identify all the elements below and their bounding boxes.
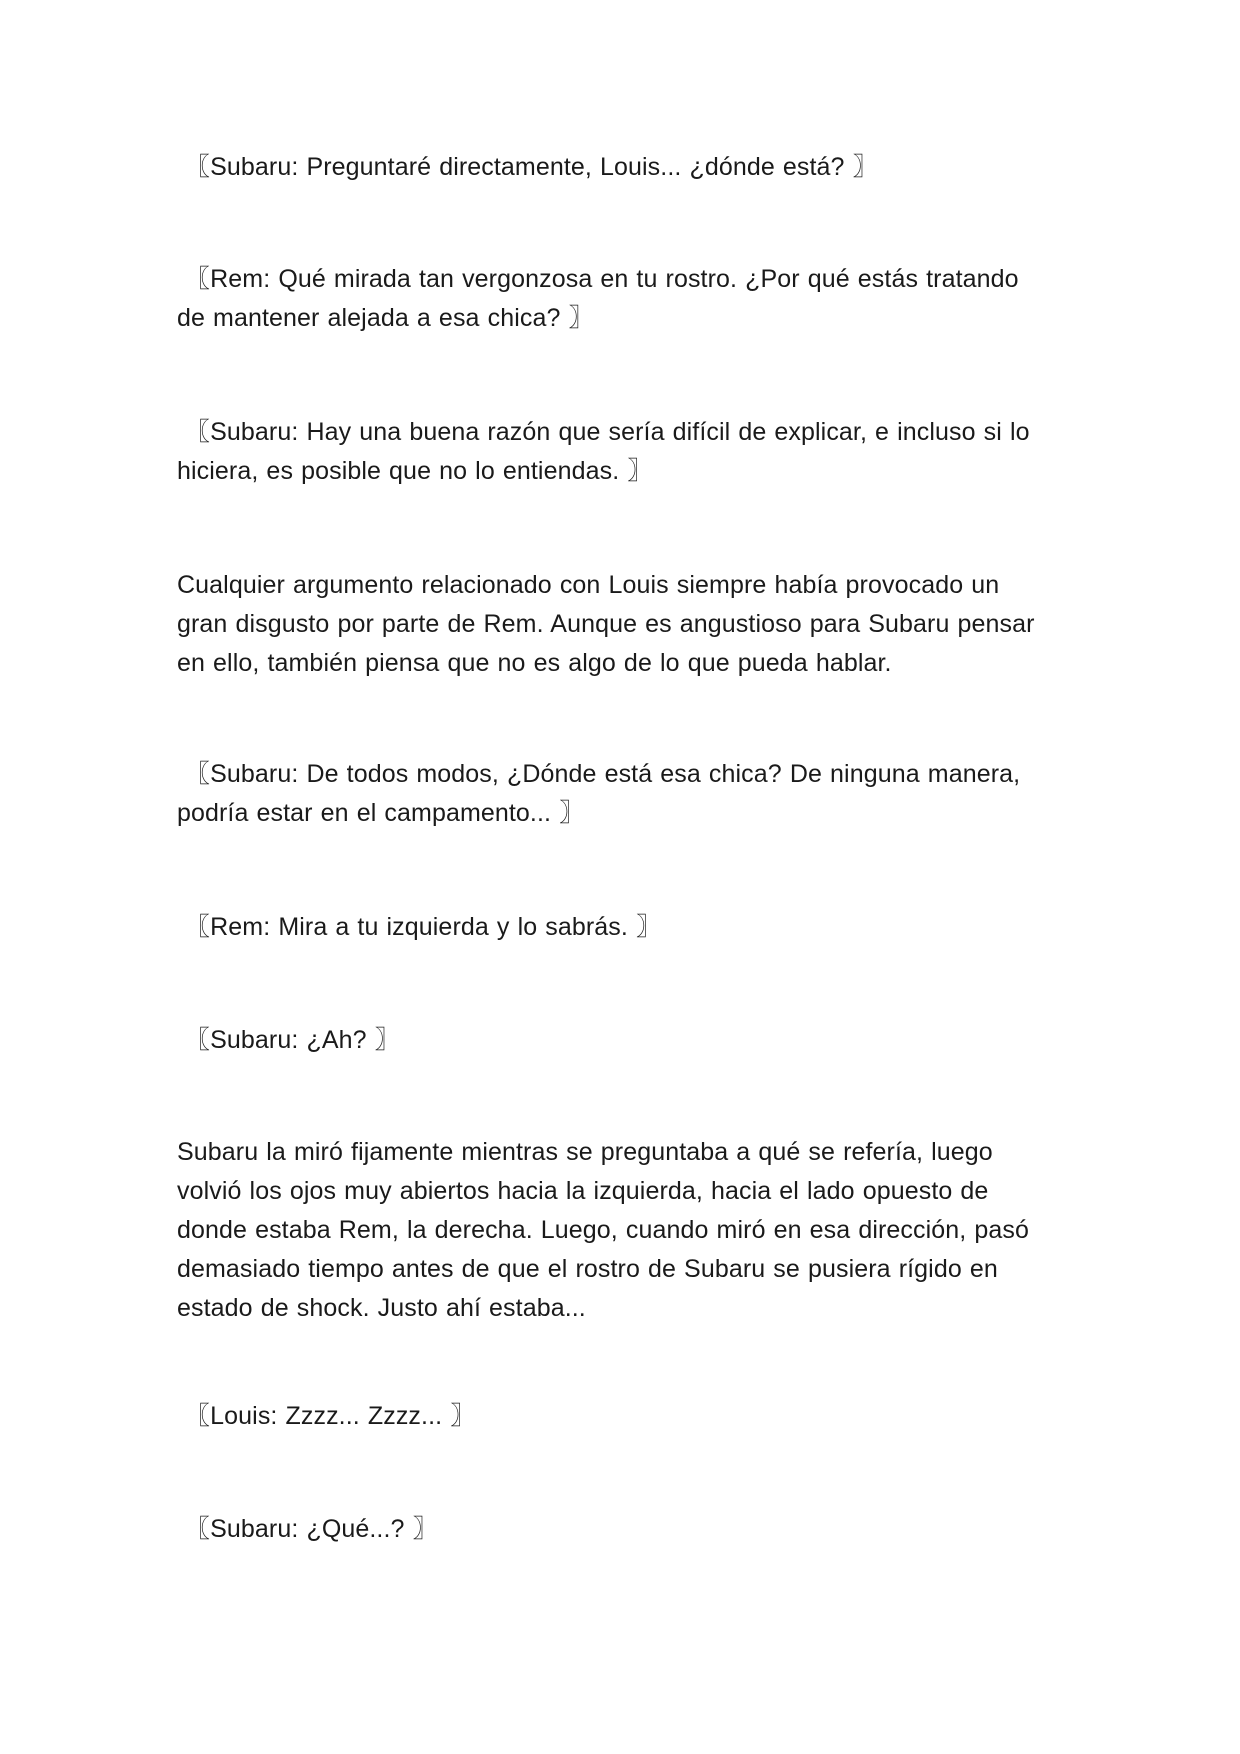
dialogue-line: 〖Rem: Mira a tu izquierda y lo sabrás. 〗	[177, 913, 662, 941]
dialogue-line: 〖Rem: Qué mirada tan vergonzosa en tu rostro. ¿Por qué estás tratando de mantener alejada a esa chica? 〗	[177, 265, 1019, 332]
narration-paragraph: Subaru la miró fijamente mientras se preguntaba a qué se refería, luego volvió los ojos muy abiertos hacia la izquierda, hacia el lado opuesto de donde estaba Rem, la derecha. Luego, cuando miró en esa dirección, pasó demasiado tiempo antes de que el rostro de Subaru se pusiera rígido en estado de shock. Justo ahí estaba...	[177, 1138, 1029, 1322]
dialogue-line: 〖Louis: Zzzz... Zzzz... 〗	[177, 1402, 476, 1430]
dialogue-line: 〖Subaru: ¿Qué...? 〗	[177, 1515, 438, 1543]
dialogue-line: 〖Subaru: ¿Ah? 〗	[177, 1026, 400, 1054]
dialogue-line: 〖Subaru: De todos modos, ¿Dónde está esa chica? De ninguna manera, podría estar en el campamento... 〗	[177, 760, 1021, 827]
narration-paragraph: Cualquier argumento relacionado con Louis siempre había provocado un gran disgusto por parte de Rem. Aunque es angustioso para Subaru pensar en ello, también piensa que no es algo de lo que pueda hablar.	[177, 571, 1035, 677]
dialogue-line: 〖Subaru: Hay una buena razón que sería difícil de explicar, e incluso si lo hiciera, es posible que no lo entiendas. 〗	[177, 418, 1030, 485]
dialogue-line: 〖Subaru: Preguntaré directamente, Louis... ¿dónde está? 〗	[177, 153, 878, 181]
